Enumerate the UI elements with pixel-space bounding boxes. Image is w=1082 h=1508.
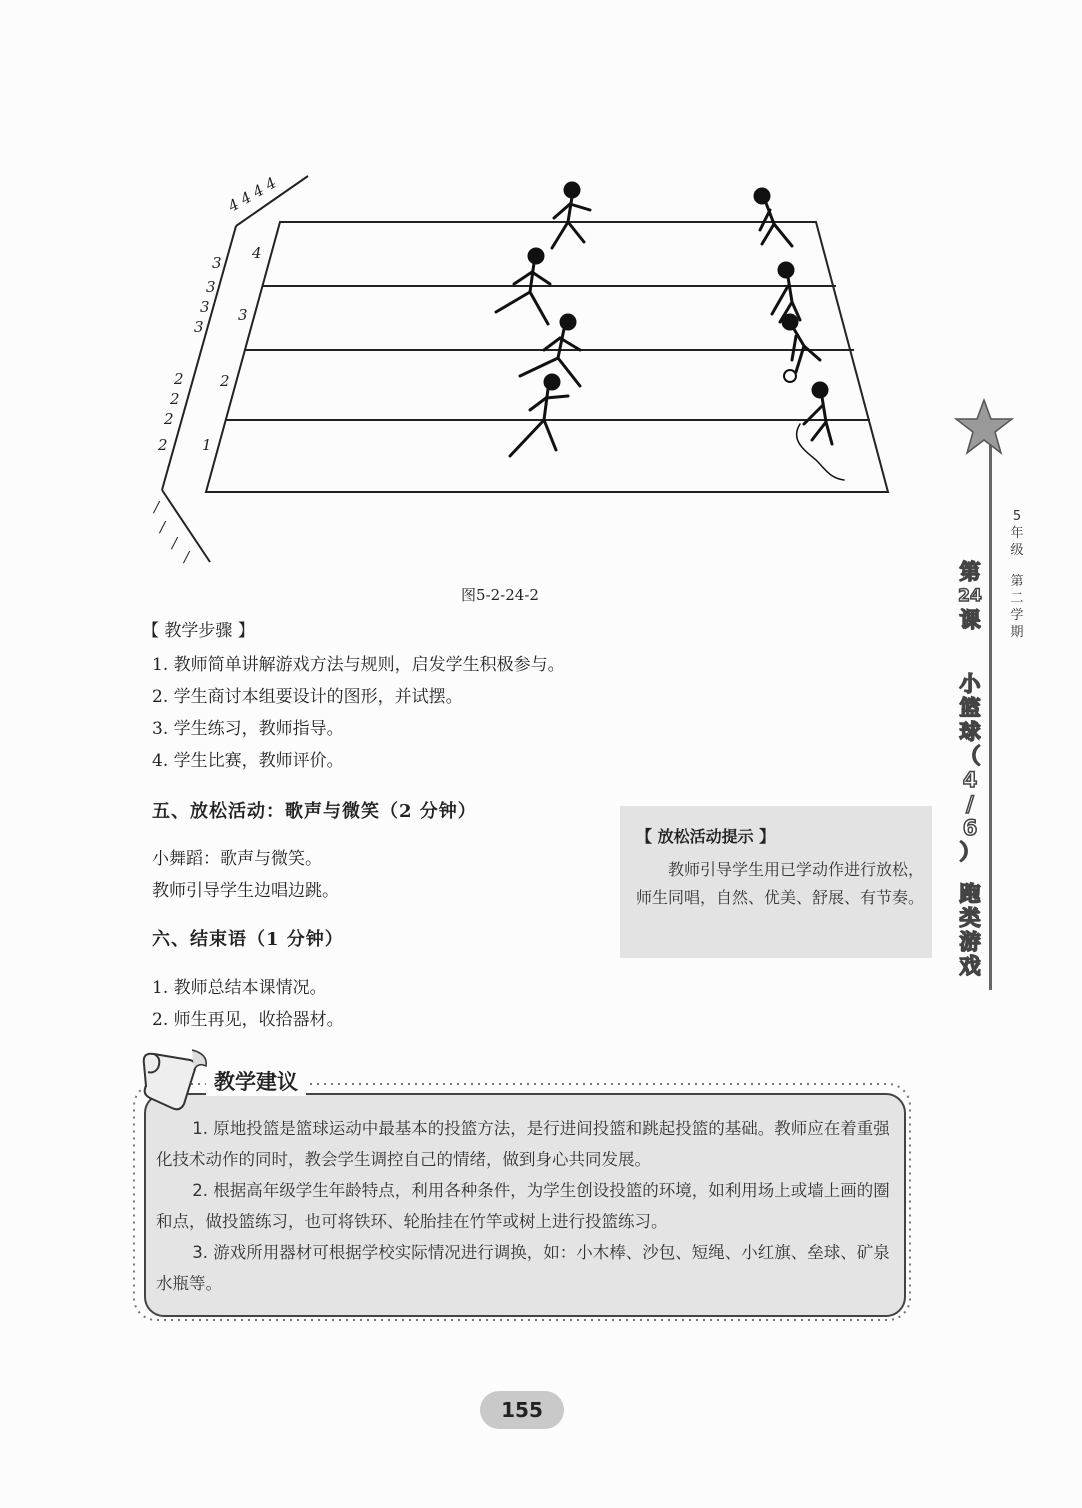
lesson-char: 球 bbox=[959, 720, 981, 744]
lesson-char: 跑 bbox=[959, 882, 981, 906]
runners bbox=[496, 183, 844, 480]
svg-text:3: 3 bbox=[238, 306, 248, 324]
svg-text:/: / bbox=[154, 498, 160, 516]
scroll-quill-icon bbox=[136, 1046, 214, 1114]
page-number: 155 bbox=[480, 1391, 564, 1429]
lesson-char: 篮 bbox=[959, 696, 981, 720]
text-line: 1. 教师总结本课情况。 bbox=[152, 978, 327, 998]
lesson-char: 4 bbox=[962, 768, 978, 792]
lesson-char: / bbox=[966, 792, 974, 816]
svg-text:3: 3 bbox=[194, 318, 204, 336]
lesson-char: 戏 bbox=[959, 954, 981, 978]
relax-tip-box bbox=[620, 806, 932, 958]
svg-text:4 4 4 4: 4 4 4 4 bbox=[225, 173, 280, 216]
lesson-char: （ bbox=[959, 744, 981, 768]
advice-paragraph: 1. 原地投篮是篮球运动中最基本的投篮方法，是行进间投篮和跳起投篮的基础。教师应在着重强化技术动作的同时，教会学生调控自己的情绪，做到身心共同发展。 bbox=[156, 1119, 890, 1169]
teacher-figure bbox=[783, 315, 820, 372]
text-line: 2. 师生再见，收拾器材。 bbox=[152, 1010, 344, 1030]
lesson-char: ） bbox=[959, 840, 981, 864]
grade-char: 5 bbox=[1012, 509, 1022, 524]
advice-paragraph: 3. 游戏所用器材可根据学校实际情况进行调换，如：小木棒、沙包、短绳、小红旗、垒球、矿泉水瓶等。 bbox=[156, 1243, 890, 1293]
text-line: 教师引导学生边唱边跳。 bbox=[152, 881, 339, 901]
lesson-char: 24 bbox=[958, 586, 982, 606]
svg-text:2: 2 bbox=[164, 410, 174, 428]
grade-char: 级 bbox=[1010, 543, 1024, 558]
svg-text:3: 3 bbox=[206, 278, 216, 296]
running-lanes-figure bbox=[140, 160, 900, 580]
section5-body bbox=[152, 843, 339, 907]
lesson-char: 游 bbox=[959, 930, 981, 954]
svg-text:2: 2 bbox=[170, 390, 180, 408]
svg-text:/: / bbox=[160, 518, 166, 536]
section-title: 五、放松活动：歌声与微笑（2 分钟） bbox=[152, 801, 477, 822]
lesson-char: 第 bbox=[959, 560, 981, 584]
svg-text:1: 1 bbox=[202, 436, 212, 454]
list-item: 4. 学生比赛，教师评价。 bbox=[152, 751, 344, 771]
grade-char: 二 bbox=[1010, 591, 1024, 606]
advice-paragraph: 2. 根据高年级学生年龄特点，利用各种条件，为学生创设投篮的环境，如利用场上或墙上画的圈和点，做投篮练习，也可将铁环、轮胎挂在竹竿或树上进行投篮练习。 bbox=[156, 1181, 890, 1231]
text-line: 小舞蹈：歌声与微笑。 bbox=[152, 849, 322, 869]
advice-text bbox=[156, 1113, 896, 1299]
runner-figure bbox=[552, 183, 590, 248]
svg-text:3: 3 bbox=[200, 298, 210, 316]
list-item: 2. 学生商讨本组要设计的图形，并试摆。 bbox=[152, 687, 463, 707]
grade-label bbox=[1007, 508, 1027, 641]
tip-text: 教师引导学生用已学动作进行放松，师生同唱，自然、优美、舒展、有节奏。 bbox=[636, 860, 925, 907]
steps-heading: 【 教学步骤 】 bbox=[142, 621, 255, 641]
figure-caption: 图5-2-24-2 bbox=[461, 586, 539, 604]
grade-char: 年 bbox=[1010, 526, 1024, 541]
side-line bbox=[162, 226, 236, 490]
lesson-char: 类 bbox=[959, 906, 981, 930]
grade-char: 期 bbox=[1010, 625, 1024, 640]
svg-text:2: 2 bbox=[174, 370, 184, 388]
grade-char: 第 bbox=[1010, 574, 1024, 589]
ball-icon bbox=[784, 370, 796, 382]
svg-text:/: / bbox=[184, 548, 190, 566]
runner-figure bbox=[510, 375, 568, 456]
star-icon bbox=[954, 398, 1014, 456]
tip-title: 【 放松活动提示 】 bbox=[636, 827, 776, 846]
lesson-label bbox=[955, 560, 985, 978]
teaching-steps bbox=[142, 615, 565, 777]
svg-text:/: / bbox=[172, 534, 178, 552]
lesson-char: 6 bbox=[962, 816, 978, 840]
grade-char: 学 bbox=[1010, 608, 1024, 623]
rope-icon bbox=[797, 424, 844, 480]
section-title: 六、结束语（1 分钟） bbox=[152, 929, 344, 950]
svg-text:4: 4 bbox=[252, 244, 262, 262]
section6-body bbox=[152, 972, 344, 1036]
list-item: 1. 教师简单讲解游戏方法与规则，启发学生积极参与。 bbox=[152, 655, 565, 675]
lesson-char: 课 bbox=[959, 608, 981, 632]
teacher-figure bbox=[804, 383, 832, 444]
lane-number-marks bbox=[152, 174, 279, 566]
advice-title: 教学建议 bbox=[206, 1066, 306, 1096]
sidebar-rule bbox=[989, 420, 992, 990]
svg-text:2: 2 bbox=[158, 436, 168, 454]
list-item: 3. 学生练习，教师指导。 bbox=[152, 719, 344, 739]
svg-text:2: 2 bbox=[220, 372, 230, 390]
lesson-char: 小 bbox=[959, 672, 981, 696]
teacher-figure bbox=[772, 263, 800, 322]
teacher-figure bbox=[755, 189, 792, 246]
svg-text:3: 3 bbox=[212, 254, 222, 272]
